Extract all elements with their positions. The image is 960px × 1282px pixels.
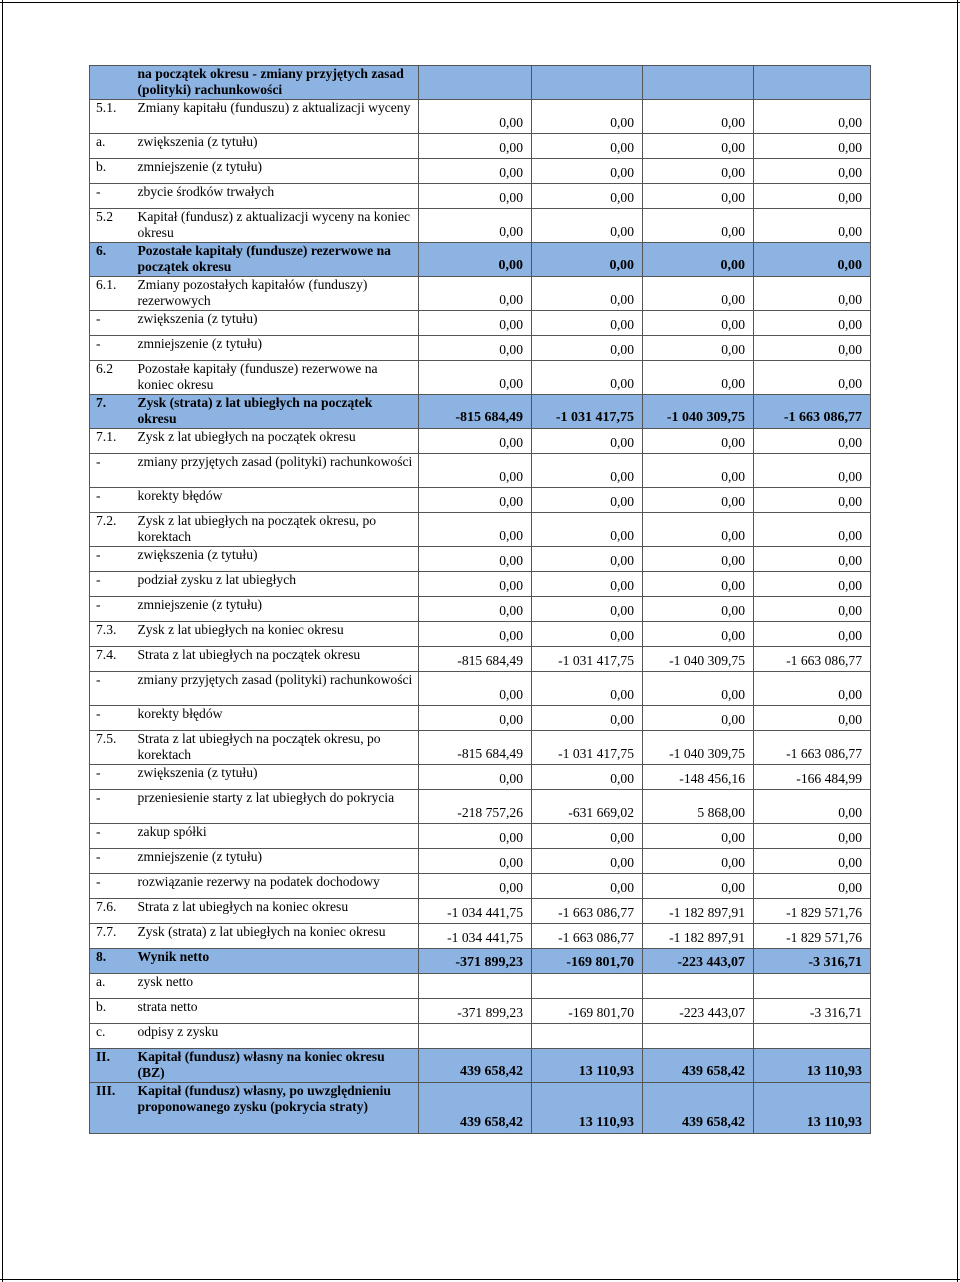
row-number: 7.3. [90, 622, 136, 647]
value-cell: 0,00 [532, 572, 643, 597]
row-label: korekty błędów [136, 706, 419, 731]
row-number: 6.2 [90, 361, 136, 395]
value-cell [419, 974, 532, 999]
value-cell: 0,00 [643, 454, 754, 488]
page-right-rule [957, 0, 958, 1282]
value-cell: -815 684,49 [419, 731, 532, 765]
value-cell: 0,00 [419, 572, 532, 597]
value-cell: 0,00 [532, 361, 643, 395]
value-cell: 0,00 [643, 277, 754, 311]
value-cell: 0,00 [754, 488, 871, 513]
table-row [90, 572, 871, 597]
value-cell: -371 899,23 [419, 949, 532, 974]
value-cell: 13 110,93 [754, 1083, 871, 1134]
value-cell: -1 829 571,76 [754, 924, 871, 949]
row-label: Pozostałe kapitały (fundusze) rezerwowe na koniec okresu [136, 361, 419, 395]
value-cell: 0,00 [754, 159, 871, 184]
value-cell: 0,00 [643, 243, 754, 277]
value-cell: 0,00 [419, 513, 532, 547]
table-row [90, 243, 871, 277]
row-number: 7.1. [90, 429, 136, 454]
row-number: b. [90, 159, 136, 184]
value-cell [419, 1024, 532, 1049]
table-row [90, 184, 871, 209]
value-cell: -1 031 417,75 [532, 647, 643, 672]
row-label: przeniesienie starty z lat ubiegłych do pokrycia [136, 790, 419, 824]
value-cell: 0,00 [643, 597, 754, 622]
value-cell: 0,00 [532, 209, 643, 243]
row-label: zmniejszenie (z tytułu) [136, 849, 419, 874]
value-cell: 0,00 [419, 706, 532, 731]
row-number: - [90, 824, 136, 849]
value-cell: 0,00 [532, 488, 643, 513]
value-cell: 0,00 [643, 209, 754, 243]
value-cell: 13 110,93 [532, 1083, 643, 1134]
row-number: 6.1. [90, 277, 136, 311]
row-number: 7.4. [90, 647, 136, 672]
value-cell: -1 663 086,77 [532, 899, 643, 924]
value-cell: 13 110,93 [754, 1049, 871, 1083]
row-number: - [90, 790, 136, 824]
value-cell: 0,00 [532, 597, 643, 622]
value-cell: 0,00 [754, 513, 871, 547]
equity-changes-table [89, 65, 871, 1134]
value-cell: -218 757,26 [419, 790, 532, 824]
row-label: podział zysku z lat ubiegłych [136, 572, 419, 597]
table-row [90, 100, 871, 134]
row-label: Zysk z lat ubiegłych na początek okresu [136, 429, 419, 454]
value-cell: 0,00 [754, 622, 871, 647]
table-row [90, 647, 871, 672]
row-label: Kapitał (fundusz) własny na koniec okresu (BZ) [136, 1049, 419, 1083]
value-cell: 0,00 [643, 547, 754, 572]
row-number: - [90, 311, 136, 336]
value-cell: 0,00 [419, 547, 532, 572]
page-top-rule [0, 2, 960, 3]
row-label: zwiększenia (z tytułu) [136, 547, 419, 572]
row-number: 7. [90, 395, 136, 429]
value-cell: 0,00 [532, 100, 643, 134]
value-cell: 0,00 [419, 597, 532, 622]
value-cell: 439 658,42 [419, 1049, 532, 1083]
row-number: - [90, 874, 136, 899]
table-row [90, 1049, 871, 1083]
value-cell: -148 456,16 [643, 765, 754, 790]
value-cell [532, 1024, 643, 1049]
table-row [90, 849, 871, 874]
row-label: Zmiany pozostałych kapitałów (funduszy) rezerwowych [136, 277, 419, 311]
value-cell: 0,00 [754, 672, 871, 706]
value-cell: 0,00 [419, 159, 532, 184]
value-cell: 0,00 [532, 672, 643, 706]
row-number: - [90, 765, 136, 790]
value-cell [643, 66, 754, 100]
row-number: - [90, 597, 136, 622]
row-number: - [90, 672, 136, 706]
value-cell: 0,00 [419, 243, 532, 277]
value-cell [643, 1024, 754, 1049]
row-number: c. [90, 1024, 136, 1049]
value-cell: 0,00 [419, 209, 532, 243]
row-number: 8. [90, 949, 136, 974]
value-cell: -1 182 897,91 [643, 924, 754, 949]
value-cell: 439 658,42 [643, 1049, 754, 1083]
value-cell: -371 899,23 [419, 999, 532, 1024]
row-label: rozwiązanie rezerwy na podatek dochodowy [136, 874, 419, 899]
table-row [90, 899, 871, 924]
table-row [90, 159, 871, 184]
row-label: zakup spółki [136, 824, 419, 849]
row-label: zwiększenia (z tytułu) [136, 134, 419, 159]
table-row [90, 622, 871, 647]
value-cell [754, 66, 871, 100]
value-cell: 0,00 [754, 849, 871, 874]
table-row [90, 974, 871, 999]
value-cell: 0,00 [419, 849, 532, 874]
table-row [90, 790, 871, 824]
value-cell: 0,00 [754, 874, 871, 899]
value-cell: 0,00 [419, 429, 532, 454]
row-number: - [90, 454, 136, 488]
row-number: - [90, 547, 136, 572]
value-cell: -1 031 417,75 [532, 395, 643, 429]
table-row [90, 513, 871, 547]
value-cell: 0,00 [419, 184, 532, 209]
table-row [90, 311, 871, 336]
value-cell: 0,00 [643, 361, 754, 395]
value-cell: 0,00 [754, 547, 871, 572]
table-row [90, 395, 871, 429]
value-cell: 0,00 [532, 706, 643, 731]
value-cell: -1 663 086,77 [754, 647, 871, 672]
row-number: - [90, 336, 136, 361]
value-cell: -166 484,99 [754, 765, 871, 790]
table-row [90, 336, 871, 361]
value-cell: 5 868,00 [643, 790, 754, 824]
row-label: Strata z lat ubiegłych na początek okresu [136, 647, 419, 672]
table-row [90, 824, 871, 849]
value-cell: 0,00 [532, 311, 643, 336]
value-cell: 0,00 [754, 790, 871, 824]
value-cell: 0,00 [754, 184, 871, 209]
value-cell: 0,00 [419, 311, 532, 336]
row-number: - [90, 706, 136, 731]
value-cell: 0,00 [754, 100, 871, 134]
row-label: strata netto [136, 999, 419, 1024]
value-cell: 0,00 [532, 547, 643, 572]
table-row [90, 672, 871, 706]
row-label: zwiększenia (z tytułu) [136, 311, 419, 336]
value-cell: 0,00 [532, 277, 643, 311]
value-cell: 0,00 [532, 454, 643, 488]
value-cell: -1 040 309,75 [643, 731, 754, 765]
row-number: III. [90, 1083, 136, 1134]
value-cell: 0,00 [532, 243, 643, 277]
row-number: 6. [90, 243, 136, 277]
value-cell: 0,00 [643, 874, 754, 899]
row-number: - [90, 184, 136, 209]
row-label: odpisy z zysku [136, 1024, 419, 1049]
value-cell: -1 182 897,91 [643, 899, 754, 924]
value-cell: 0,00 [754, 597, 871, 622]
row-label: zbycie środków trwałych [136, 184, 419, 209]
value-cell: -1 040 309,75 [643, 395, 754, 429]
value-cell: 0,00 [419, 454, 532, 488]
value-cell: -1 034 441,75 [419, 899, 532, 924]
value-cell: 0,00 [532, 184, 643, 209]
table-row [90, 1024, 871, 1049]
value-cell: 0,00 [419, 361, 532, 395]
row-number [90, 66, 136, 100]
value-cell: 0,00 [643, 429, 754, 454]
table-row [90, 66, 871, 100]
value-cell: 0,00 [532, 429, 643, 454]
row-label: Strata z lat ubiegłych na koniec okresu [136, 899, 419, 924]
value-cell: 0,00 [419, 336, 532, 361]
value-cell: 0,00 [643, 134, 754, 159]
row-label: zmniejszenie (z tytułu) [136, 159, 419, 184]
value-cell: 0,00 [643, 622, 754, 647]
row-label: zmiany przyjętych zasad (polityki) rachunkowości [136, 672, 419, 706]
row-number: - [90, 572, 136, 597]
value-cell: -1 829 571,76 [754, 899, 871, 924]
row-label: Zmiany kapitału (funduszu) z aktualizacji wyceny [136, 100, 419, 134]
table-row [90, 924, 871, 949]
row-label: Zysk z lat ubiegłych na początek okresu, po korektach [136, 513, 419, 547]
value-cell: 0,00 [643, 159, 754, 184]
value-cell: 0,00 [532, 849, 643, 874]
equity-changes-table-body [90, 66, 871, 1134]
value-cell: -815 684,49 [419, 395, 532, 429]
row-label: Kapitał (fundusz) z aktualizacji wyceny na koniec okresu [136, 209, 419, 243]
value-cell: 0,00 [419, 765, 532, 790]
value-cell: -169 801,70 [532, 949, 643, 974]
row-number: 7.2. [90, 513, 136, 547]
page-left-rule [2, 0, 3, 1282]
value-cell: 0,00 [643, 572, 754, 597]
value-cell: 0,00 [419, 488, 532, 513]
value-cell: -1 663 086,77 [532, 924, 643, 949]
value-cell: 0,00 [643, 849, 754, 874]
row-label: Zysk (strata) z lat ubiegłych na początek okresu [136, 395, 419, 429]
row-label: zmniejszenie (z tytułu) [136, 336, 419, 361]
value-cell: -631 669,02 [532, 790, 643, 824]
row-number: 7.7. [90, 924, 136, 949]
table-row [90, 454, 871, 488]
value-cell: 0,00 [754, 311, 871, 336]
value-cell: 0,00 [754, 243, 871, 277]
value-cell: 0,00 [754, 572, 871, 597]
value-cell: 0,00 [754, 824, 871, 849]
value-cell [419, 66, 532, 100]
table-row [90, 874, 871, 899]
value-cell: -223 443,07 [643, 999, 754, 1024]
table-row [90, 949, 871, 974]
value-cell [532, 66, 643, 100]
value-cell: -3 316,71 [754, 999, 871, 1024]
value-cell: 0,00 [754, 134, 871, 159]
row-label: Kapitał (fundusz) własny, po uwzględnieniu proponowanego zysku (pokrycia straty) [136, 1083, 419, 1134]
value-cell: 0,00 [532, 134, 643, 159]
table-row [90, 597, 871, 622]
value-cell: 0,00 [754, 706, 871, 731]
row-label: zysk netto [136, 974, 419, 999]
table-row [90, 765, 871, 790]
value-cell: -1 034 441,75 [419, 924, 532, 949]
table-row [90, 277, 871, 311]
value-cell: -1 663 086,77 [754, 731, 871, 765]
row-number: 7.6. [90, 899, 136, 924]
value-cell: 0,00 [643, 336, 754, 361]
table-row [90, 429, 871, 454]
value-cell: 0,00 [643, 824, 754, 849]
row-number: - [90, 488, 136, 513]
value-cell: 0,00 [419, 100, 532, 134]
value-cell: 0,00 [754, 209, 871, 243]
value-cell: 0,00 [643, 311, 754, 336]
row-number: 5.1. [90, 100, 136, 134]
value-cell: 0,00 [754, 454, 871, 488]
value-cell [754, 1024, 871, 1049]
value-cell: 0,00 [532, 159, 643, 184]
row-number: a. [90, 134, 136, 159]
value-cell [643, 974, 754, 999]
row-number: II. [90, 1049, 136, 1083]
row-label: zmniejszenie (z tytułu) [136, 597, 419, 622]
value-cell: 0,00 [419, 874, 532, 899]
row-label: Strata z lat ubiegłych na początek okresu, po korektach [136, 731, 419, 765]
value-cell: -223 443,07 [643, 949, 754, 974]
row-label: Wynik netto [136, 949, 419, 974]
row-label: Pozostałe kapitały (fundusze) rezerwowe na początek okresu [136, 243, 419, 277]
value-cell: 0,00 [754, 429, 871, 454]
value-cell: 0,00 [643, 672, 754, 706]
row-label: na początek okresu - zmiany przyjętych zasad (polityki) rachunkowości [136, 66, 419, 100]
value-cell: 0,00 [532, 824, 643, 849]
value-cell: 0,00 [643, 513, 754, 547]
value-cell: 0,00 [532, 874, 643, 899]
row-number: - [90, 849, 136, 874]
value-cell: 0,00 [532, 513, 643, 547]
value-cell: -1 663 086,77 [754, 395, 871, 429]
page-bottom-rule [0, 1279, 960, 1280]
value-cell: 0,00 [754, 361, 871, 395]
value-cell: 0,00 [643, 706, 754, 731]
table-row [90, 999, 871, 1024]
value-cell: -169 801,70 [532, 999, 643, 1024]
value-cell: 0,00 [532, 765, 643, 790]
value-cell: 0,00 [419, 277, 532, 311]
value-cell: 0,00 [419, 824, 532, 849]
value-cell: 0,00 [419, 672, 532, 706]
value-cell: 0,00 [643, 184, 754, 209]
row-label: korekty błędów [136, 488, 419, 513]
value-cell: -1 031 417,75 [532, 731, 643, 765]
value-cell: 0,00 [754, 336, 871, 361]
table-row [90, 706, 871, 731]
value-cell: 0,00 [532, 622, 643, 647]
value-cell: -3 316,71 [754, 949, 871, 974]
row-label: zmiany przyjętych zasad (polityki) rachunkowości [136, 454, 419, 488]
value-cell [754, 974, 871, 999]
value-cell: -815 684,49 [419, 647, 532, 672]
table-row [90, 731, 871, 765]
table-row [90, 488, 871, 513]
value-cell: 0,00 [643, 100, 754, 134]
row-number: b. [90, 999, 136, 1024]
value-cell: -1 040 309,75 [643, 647, 754, 672]
row-number: a. [90, 974, 136, 999]
row-label: Zysk z lat ubiegłych na koniec okresu [136, 622, 419, 647]
row-number: 5.2 [90, 209, 136, 243]
value-cell [532, 974, 643, 999]
row-label: Zysk (strata) z lat ubiegłych na koniec okresu [136, 924, 419, 949]
table-row [90, 1083, 871, 1134]
table-row [90, 361, 871, 395]
value-cell: 13 110,93 [532, 1049, 643, 1083]
table-row [90, 209, 871, 243]
row-label: zwiększenia (z tytułu) [136, 765, 419, 790]
table-row [90, 134, 871, 159]
value-cell: 0,00 [419, 134, 532, 159]
table-row [90, 547, 871, 572]
value-cell: 0,00 [419, 622, 532, 647]
row-number: 7.5. [90, 731, 136, 765]
value-cell: 439 658,42 [643, 1083, 754, 1134]
value-cell: 0,00 [643, 488, 754, 513]
value-cell: 439 658,42 [419, 1083, 532, 1134]
value-cell: 0,00 [754, 277, 871, 311]
value-cell: 0,00 [532, 336, 643, 361]
